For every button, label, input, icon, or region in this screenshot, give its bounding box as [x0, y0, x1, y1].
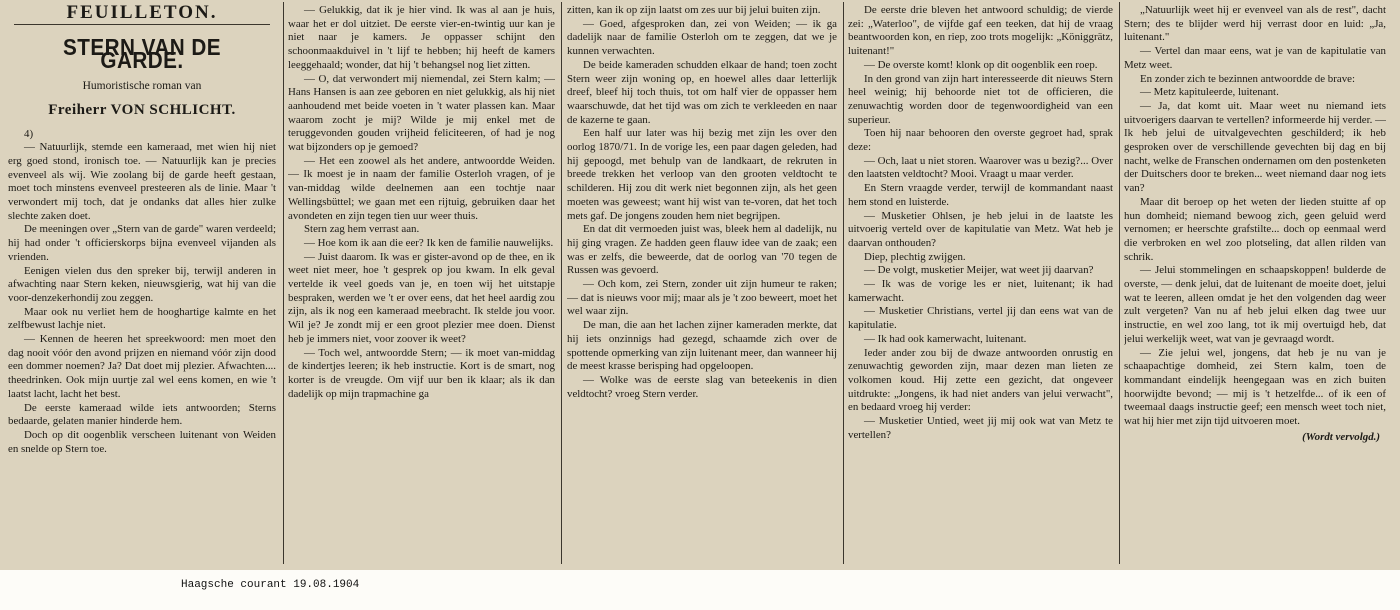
paragraph: Stern zag hem verrast aan.	[304, 223, 420, 236]
paragraph: Eenigen vielen dus den spreker bij, terwijl anderen in afwachting naar Stern keken, nieuwsgierig, wat hij van die voor-denzekerhondij zou zeggen.	[8, 264, 276, 304]
paragraph: — Wolke was de eerste slag van beteekenis in dien veldtocht? vroeg Stern verder.	[567, 373, 837, 400]
column-rule	[283, 2, 284, 564]
paragraph: In den grond van zijn hart interesseerde dit nieuws Stern heel weinig; hij behoorde niet tot de officieren, die zenuwachtig worden door de tegenwoordigheid van een superieur.	[848, 72, 1113, 126]
paragraph: Maar ook nu verliet hem de hooghartige kalmte en het zelfbewust lachje niet.	[8, 305, 276, 332]
paragraph: — De overste komt! klonk op dit oogenblik een roep.	[864, 58, 1098, 71]
paragraph: zitten, kan ik op zijn laatst om zes uur bij jelui buiten zijn.	[567, 4, 821, 16]
paragraph: — Ik was de vorige les er niet, luitenant; ik had kamerwacht.	[848, 278, 1113, 304]
story-subtitle: Humoristische roman van	[82, 80, 202, 93]
paragraph: — Vertel dan maar eens, wat je van de kapitulatie van Metz weet.	[1124, 45, 1386, 71]
paragraph: Doch op dit oogenblik verscheen luitenant von Weiden en snelde op Stern toe.	[8, 428, 276, 455]
paragraph: — Och, laat u niet storen. Waarover was u bezig?... Over den laatsten veldtocht? Mooi. Vraagt u maar verder.	[848, 154, 1113, 181]
paragraph: — Ik had ook kamerwacht, luitenant.	[864, 332, 1027, 345]
paragraph: De beide kameraden schudden elkaar de hand; toen zocht Stern weer zijn woning op, en hoewel alles daar letterlijk dreef, bleef hij toch thuis, tot om half vier de oppasser hem waarschuwde, dat het tijd was om zich te verkleeden en naar de kazerne te gaan.	[567, 58, 837, 126]
paragraph: — Jelui stommelingen en schaapskoppen! bulderde de overste, — denk jelui, dat de luitenant de moeite doet, jelui wat te leeren, alleen omdat je het den volgenden dag weer zult vergeten? Van nu af heb jelui elken dag twee uur instructie, en wel zoo lang, tot ik mij overtuigd heb, dat jelui werkelijk weet, wat van je gevraagd wordt.	[1124, 264, 1386, 345]
paragraph: — Het een zoowel als het andere, antwoordde Weiden. — Ik moest je in naam der familie Osterloh vragen, of je van-middag wilde deelnemen aan een tochtje naar Wellingsbüttel; we gaan met een rijtuig, gebruiken daar het avondeten en zijn tegen tien uur weer thuis.	[288, 154, 555, 222]
paragraph: Toen hij naar behooren den overste gegroet had, sprak deze:	[848, 127, 1113, 154]
paragraph: De eerste drie bleven het antwoord schuldig; de vierde zei: „Waterloo", de vijfde gaf een teeken, dat hij de vraag beantwoorden kon, en riep, zoo trots mogelijk: „Königgrätz, luitenant!"	[848, 4, 1113, 58]
installment-number: 4)	[24, 127, 34, 140]
story-author: Freiherr VON SCHLICHT.	[48, 101, 236, 118]
paragraph: — Och kom, zei Stern, zonder uit zijn humeur te raken; — dat is nieuws voor mij; maar als je 't zoo beweert, moet het wel waar zijn.	[567, 278, 837, 318]
paragraph: En zonder zich te bezinnen antwoordde de brave:	[1140, 72, 1355, 85]
to-be-continued: (Wordt vervolgd.)	[1302, 430, 1380, 443]
paragraph: — Metz kapituleerde, luitenant.	[1140, 86, 1279, 99]
paragraph: — Hoe kom ik aan die eer? Ik ken de familie nauwelijks.	[304, 236, 554, 249]
source-caption: Haagsche courant 19.08.1904	[181, 579, 360, 591]
paragraph: — Goed, afgesproken dan, zei von Weiden; — ik ga dadelijk naar de familie Osterloh om te zeggen, dat we je kunnen verwachten.	[567, 17, 837, 58]
paragraph: — Juist daarom. Ik was er gister-avond op de thee, en ik weet niet meer, hoe 't gesprek op jou kwam. In elk geval vertelde ik veel goeds van je, en toen wij het uitstapje bespraken, werden we 't er over eens, dat het heel aardig zou zijn, als ik nog een kameraad meebracht. Ik stelde jou voor. Wil je? Je zondt mij er een groot plezier mee doen. Dienst heb je immers niet, voor zoover ik weet?	[288, 250, 555, 345]
paragraph: — Musketier Untied, weet jij mij ook wat van Metz te vertellen?	[848, 415, 1113, 441]
column-5	[1124, 4, 1386, 564]
paragraph: — Toch wel, antwoordde Stern; — ik moet van-middag de kindertjes leeren; ik heb instructie. Kort is de smart, nog korter is de vreugde. Om vijf uur ben ik klaar; als ik dan dadelijk op mijn trapmachine ga	[288, 346, 555, 400]
column-1	[8, 4, 276, 564]
column-rule	[843, 2, 844, 564]
paragraph: Maar dit beroep op het weten der lieden stuitte af op hun domheid; niemand bewoog zich, geen geluid werd vernomen; er heerschte grafstilte... doch op eenmaal werd die verbroken en wel zoo plotseling, dat allen rilden van schrik.	[1124, 195, 1386, 263]
column-2	[288, 4, 555, 564]
paragraph: De man, die aan het lachen zijner kameraden merkte, dat hij iets onzinnigs had gezegd, schaamde zich over de spottende opmerking van zijn luitenant meer, dan wanneer hij de meest krasse berisping had opgeloopen.	[567, 319, 837, 373]
paragraph: — O, dat verwondert mij niemendal, zei Stern kalm; — Hans Hansen is aan zee geboren en niet gelukkig, als hij niet aanhoudend met beide voeten in 't water plassen kan. Maar waarom zocht je mij? Wilde je mij enkel met de teruggevonden gouden vrijheid feliciteeren, of had je nog wat bijzonders op je gemoed?	[288, 72, 555, 154]
paragraph: Ieder ander zou bij de dwaze antwoorden onrustig en zenuwachtig geworden zijn, maar dezen man lieten ze volkomen koud. Hij zette een gezicht, dat ongeveer uitdrukte: „Jongens, ik had niet anders van jelui verwacht", en bedaard vroeg hij verder:	[848, 346, 1113, 414]
column-rule	[561, 2, 562, 564]
column-4	[848, 4, 1113, 564]
paragraph: Een half uur later was hij bezig met zijn les over den oorlog 1870/71. In de vorige les, een paar dagen geleden, had hij gepoogd, met behulp van de landkaart, de rekruten in breede trekken het verloop van den grooten veldtocht te schilderen. Hij zou dit werk niet begonnen zijn, als het geen moeten was geweest; want hij wist van te-voren, dat het toch mets gaf. De jongens zouden hem niet begrijpen.	[567, 127, 837, 222]
paragraph: — Gelukkig, dat ik je hier vind. Ik was al aan je huis, waar het er dol uitziet. De eerste vier-en-twintig uur kan je niet naar je kamers. Je oppasser schijnt den schoonmaakduivel in 't lijf te hebben; hij heeft de kamers leeggehaald; wonder, dat hij 't behangsel nog liet zitten.	[288, 4, 555, 71]
paragraph: Diep, plechtig zwijgen.	[864, 250, 966, 263]
paragraph: — Natuurlijk, stemde een kameraad, met wien hij niet erg goed stond, ironisch toe. — Natuurlijk kan je precies evenveel als wij. Wie zoolang bij de garde heeft gestaan, moet toch minstens evenveel presteeren als de linie. Maar 't verwondert mij toch, dat je ondanks dat alles hier zulke slechte zaken doet.	[8, 141, 276, 222]
paragraph: — Musketier Christians, vertel jij dan eens wat van de kapitulatie.	[848, 305, 1113, 332]
section-header: FEUILLETON.	[14, 4, 270, 25]
story-title: STERN VAN DE GARDE.	[62, 33, 221, 74]
paragraph: — Zie jelui wel, jongens, dat heb je nu van je schaapachtige domheid, zei Stern kalm, toen de kommandant eindelijk heengegaan was en zich buiten hoorwijdte bevond; — mij is 't hetzelfde... of ik een of tweemaal daags instructie geef; een mensch weet toch niet, wat hij hier met zijn tijd uitvoeren moet.	[1124, 346, 1386, 428]
paragraph: — Musketier Ohlsen, je heb jelui in de laatste les uitvoerig verteld over de kapitulatie van Metz. Wat heb je daarvan onthouden?	[848, 209, 1113, 249]
paragraph: En dat dit vermoeden juist was, bleek hem al dadelijk, nu hij ging vragen. Ze hadden geen flauw idee van de zaak; een was er zelfs, die beweerde, dat de oorlog van '70 tegen de Russen was gevoerd.	[567, 223, 837, 277]
paragraph: „Natuurlijk weet hij er evenveel van als de rest", dacht Stern; des te blijder werd hij verrast door en luid: „Ja, luitenant."	[1124, 4, 1386, 44]
paragraph: De eerste kameraad wilde iets antwoorden; Sterns bedaarde, gelaten manier hinderde hem.	[8, 401, 276, 428]
column-3	[567, 4, 837, 564]
paragraph: — De volgt, musketier Meijer, wat weet jij daarvan?	[864, 264, 1094, 277]
paragraph: En Stern vraagde verder, terwijl de kommandant naast hem stond en luisterde.	[848, 182, 1113, 208]
paragraph: — Kennen de heeren het spreekwoord: men moet den dag nooit vóór den avond prijzen en niemand vóór zijn dood een dommer noemen? Ja? Dat doet mij plezier. Afwachten.... theedrinken. Ook mijn uurtje zal wel eens komen, en wie 't laatst lacht, lacht het best.	[8, 333, 276, 400]
paragraph: De meeningen over „Stern van de garde" waren verdeeld; hij had onder 't officierskorps bijna evenveel vijanden als vrienden.	[8, 223, 276, 263]
paragraph: — Ja, dat komt uit. Maar weet nu niemand iets uitvoerigers daarvan te vertellen? informeerde hij verder. — Ik heb jelui de uitvalgevechten geschilderd; ik heb gesproken over de verschillende gevechten bij dag en bij nacht, welke de Franschen ondernamen om den postenketen der Duitschers door te breken... weet niemand daar nog iets van?	[1124, 99, 1386, 195]
column-rule	[1119, 2, 1120, 564]
